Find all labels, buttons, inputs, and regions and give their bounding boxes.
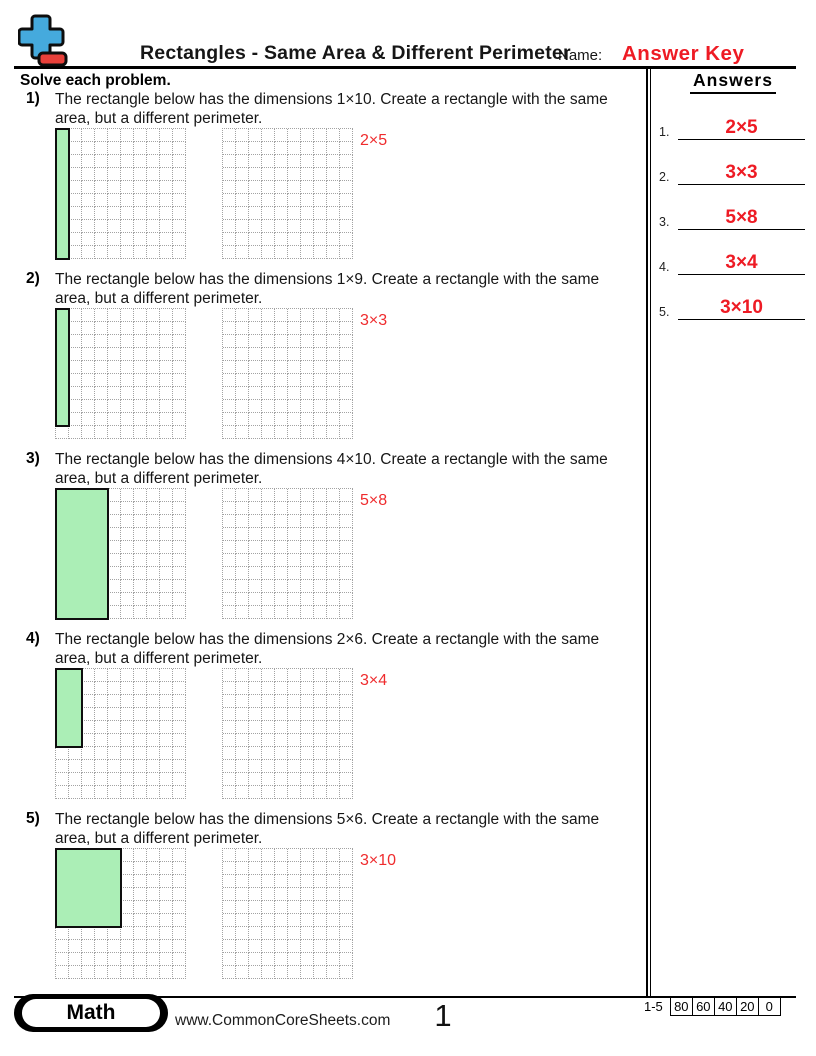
header-divider [14, 66, 796, 69]
problem-3 [24, 448, 642, 620]
subject-badge-label: Math [22, 999, 160, 1027]
inline-answer: 3×10 [360, 852, 397, 869]
instructions-text: Solve each problem. [20, 72, 171, 89]
answer-value: 3×3 [725, 162, 758, 183]
inline-answer: 5×8 [360, 492, 388, 509]
given-rectangle [55, 848, 122, 928]
grid-row [55, 308, 640, 439]
problem-number: 4) [26, 630, 40, 647]
answer-number: 2. [659, 170, 670, 184]
student-answer-grid [222, 848, 353, 979]
answers-heading: Answers [655, 70, 811, 94]
answer-row-5 [659, 294, 805, 320]
problem-number: 5) [26, 810, 40, 827]
name-label: Name: [558, 47, 603, 64]
given-rectangle-grid [55, 128, 186, 259]
given-rectangle [55, 128, 70, 260]
answer-blank-line [678, 296, 805, 320]
student-answer-grid [222, 668, 353, 799]
problem-text: The rectangle below has the dimensions 1×10. Create a rectangle with the same area, but a different perimeter. [55, 91, 608, 127]
problem-4 [24, 628, 642, 800]
problem-1 [24, 88, 642, 260]
given-rectangle [55, 308, 70, 427]
score-cell: 40 [714, 998, 736, 1015]
problem-2 [24, 268, 642, 440]
page-number: 1 [434, 998, 452, 1033]
given-rectangle-grid [55, 668, 186, 799]
student-answer-grid [222, 128, 353, 259]
answer-row-4 [659, 249, 805, 275]
problem-text: The rectangle below has the dimensions 1×9. Create a rectangle with the same area, but a different perimeter. [55, 271, 600, 307]
answer-key-text: Answer Key [622, 42, 745, 65]
score-cell: 20 [736, 998, 758, 1015]
student-answer-grid [222, 488, 353, 619]
inline-answer: 2×5 [360, 132, 388, 149]
problem-number: 2) [26, 270, 40, 287]
grid-row [55, 848, 640, 979]
answer-blank-line [678, 161, 805, 185]
answer-blank-line [678, 251, 805, 275]
plus-minus-icon [18, 12, 68, 68]
answers-panel [655, 70, 811, 320]
answer-value: 3×4 [725, 252, 758, 273]
grid-row [55, 128, 640, 259]
answer-number: 3. [659, 215, 670, 229]
answer-value: 3×10 [720, 297, 763, 318]
problem-text: The rectangle below has the dimensions 4×10. Create a rectangle with the same area, but a different perimeter. [55, 451, 608, 487]
score-cells [670, 997, 781, 1016]
score-table [644, 997, 781, 1016]
problem-text: The rectangle below has the dimensions 5×6. Create a rectangle with the same area, but a different perimeter. [55, 811, 600, 847]
score-cell: 80 [674, 999, 689, 1014]
given-rectangle-grid [55, 488, 186, 619]
website-url: www.CommonCoreSheets.com [175, 1012, 391, 1029]
problem-number: 1) [26, 90, 40, 107]
given-rectangle-grid [55, 848, 186, 979]
answer-number: 5. [659, 305, 670, 319]
problem-number: 3) [26, 450, 40, 467]
given-rectangle [55, 488, 109, 620]
grid-row [55, 668, 640, 799]
answer-number: 1. [659, 125, 670, 139]
student-answer-grid [222, 308, 353, 439]
inline-answer: 3×4 [360, 672, 388, 689]
answer-row-2 [659, 159, 805, 185]
problem-5 [24, 808, 642, 980]
answer-value: 2×5 [725, 117, 758, 138]
score-cell: 60 [692, 998, 714, 1015]
answer-blank-line [678, 116, 805, 140]
answer-row-1 [659, 114, 805, 140]
answer-blank-line [678, 206, 805, 230]
worksheet-title: Rectangles - Same Area & Different Perimeter [140, 42, 571, 64]
answers-column-divider [646, 69, 651, 997]
subject-badge [14, 994, 168, 1032]
score-cell: 0 [758, 998, 780, 1015]
grid-row [55, 488, 640, 619]
answer-number: 4. [659, 260, 670, 274]
answer-row-3 [659, 204, 805, 230]
problem-text: The rectangle below has the dimensions 2×6. Create a rectangle with the same area, but a different perimeter. [55, 631, 600, 667]
score-range-label: 1-5 [644, 999, 663, 1014]
given-rectangle [55, 668, 83, 748]
inline-answer: 3×3 [360, 312, 388, 329]
answer-value: 5×8 [725, 207, 758, 228]
given-rectangle-grid [55, 308, 186, 439]
